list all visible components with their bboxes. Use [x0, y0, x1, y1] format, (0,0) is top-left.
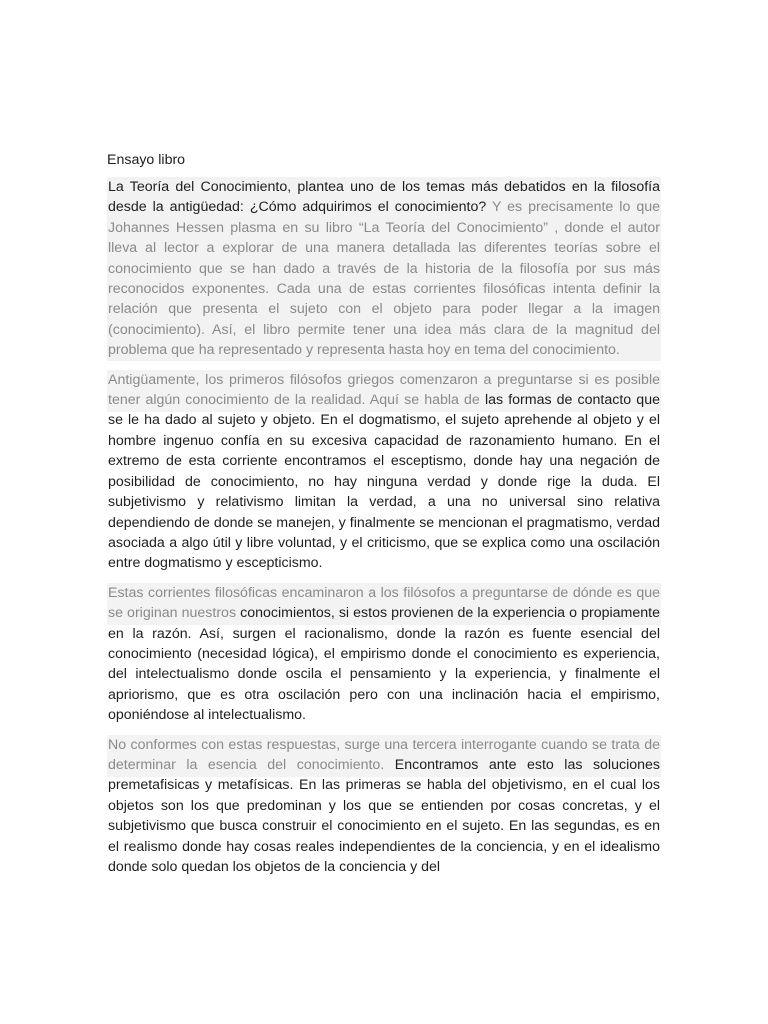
document-title: Ensayo libro — [107, 152, 186, 168]
paragraph-3 — [107, 583, 661, 726]
paragraph-1 — [107, 177, 661, 361]
paragraph-3-dark-text: conocimientos, si estos provienen de la experiencia o propiamente en la razón. Así, surgen el racionalismo, donde la razón es fuente esencial del conocimiento (necesidad lógica), el empirismo donde el conocimiento es experiencia, del intelectualismo donde oscila el pensamiento y la experiencia, y finalmente el apriorismo, que es otra oscilación pero con una inclinación hacia el empirismo, oponiéndose al intelectualismo. — [108, 605, 660, 724]
paragraph-2-light-text: Antigüamente, los primeros filósofos griegos comenzaron a preguntarse si es posible tener algún conocimiento de la realidad. Aquí se habla de — [108, 371, 660, 409]
paragraph-2 — [107, 370, 661, 574]
paragraph-4 — [107, 735, 661, 878]
paragraph-4-light-text: No conformes con estas respuestas, surge una tercera interrogante cuando se trata de determinar la esencia del conocimiento. — [108, 736, 660, 773]
paragraph-3-light-text: Estas corrientes filosóficas encaminaron a los filósofos a preguntarse de dónde es que se originan nuestros — [108, 584, 660, 622]
paragraph-1-dark-text: La Teoría del Conocimiento, plantea uno de los temas más debatidos en la filosofía desde la antigüedad: ¿Cómo adquirimos el conocimiento? — [108, 179, 660, 216]
paragraph-2-dark-text: las formas de contacto que se le ha dado al sujeto y objeto. En el dogmatismo, el sujeto aprehende al objeto y el hombre ingenuo confía en su excesiva capacidad de razonamiento humano. En el extremo de esta corriente encontramos el esceptismo, donde hay una negación de posibilidad de conocimiento, no hay ninguna verdad y donde rige la duda. El subjetivismo y relativismo limitan la verdad, a una no universal sino relativa dependiendo de donde se manejen, y finalmente se mencionan el pragmatismo, verdad asociada a algo útil y libre voluntad, y el criticismo, que se explica como una oscilación entre dogmatismo y escepticismo. — [108, 392, 660, 572]
document-page — [107, 150, 661, 886]
paragraph-4-dark-text: Encontramos ante esto las soluciones premetafisicas y metafísicas. En las primeras se habla del objetivismo, en el cual los objetos son los que predominan y los que se entienden por cosas concretas, y el subjetivismo que busca construir el conocimiento en el sujeto. En las segundas, es en el realismo donde hay cosas reales independientes de la conciencia, y en el idealismo donde solo quedan los objetos de la conciencia y del — [108, 756, 660, 875]
paragraph-1-light-text: Y es precisamente lo que Johannes Hessen plasma en su libro “La Teoría del Conocimiento” , donde el autor lleva al lector a explorar de una manera detallada las diferentes teorías sobre el conocimiento que se han dado a través de la historia de la filosofía por sus más reconocidos exponentes. Cada una de estas corrientes filosóficas intenta definir la relación que presenta el sujeto con el objeto para poder llegar a la imagen (conocimiento). Así, el libro permite tener una idea más clara de la magnitud del problema que ha representado y representa hasta hoy en tema del conocimiento. — [108, 199, 660, 359]
